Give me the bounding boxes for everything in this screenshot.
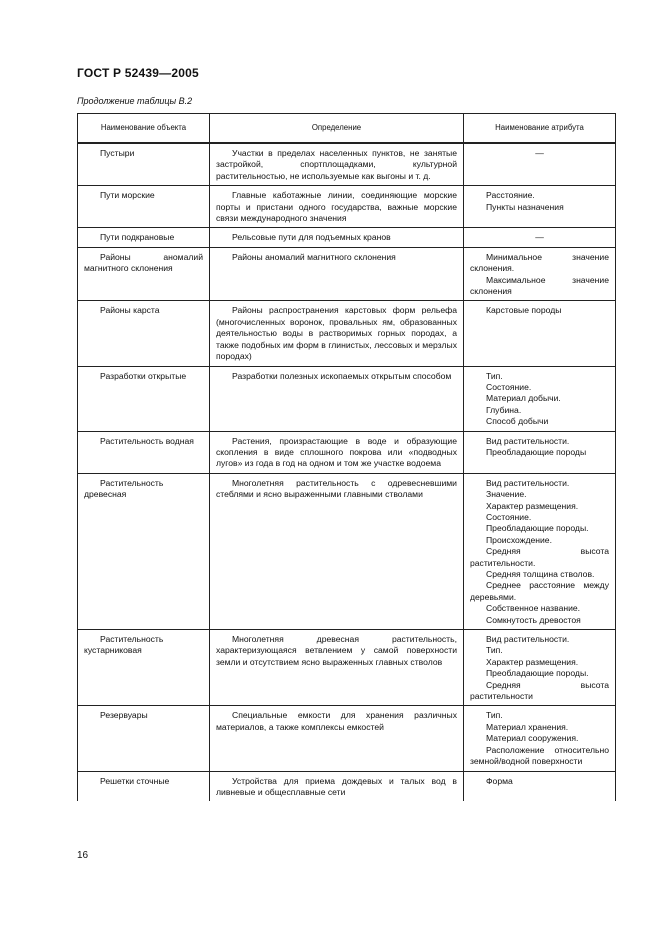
attribute-item: Значение.: [486, 489, 527, 500]
object-name-cell: [78, 143, 210, 186]
definition-text: Рельсовые пути для подъемных кранов: [232, 232, 391, 243]
object-name-cell: [78, 706, 210, 771]
attribute-item: Состояние.: [486, 511, 532, 522]
object-name-cell: [78, 228, 210, 247]
attribute-item: Средняя толщина стволов.: [486, 569, 595, 579]
object-name-cell: [78, 247, 210, 301]
attribute-item: —: [535, 232, 544, 243]
object-name-cell: [78, 771, 210, 801]
definition-cell: [210, 431, 464, 473]
attribute-item: Средняя высота растительности: [470, 679, 609, 702]
table-header-row: [78, 114, 616, 144]
attribute-item: Собственное название.: [486, 603, 581, 614]
table-body: [78, 143, 616, 801]
attribute-cell: [464, 301, 616, 366]
definition-cell: [210, 143, 464, 186]
definition-text: Районы распространения карстовых форм рельефа (многочисленных воронок, провальных ям, образованных деятельностью воды в растворимых горных породах, а также подобных им форм в глинистых, лессовых и мерзлых породах): [216, 305, 457, 362]
attribute-item: Тип.: [486, 710, 503, 721]
object-name: Пути подкрановые: [100, 232, 175, 243]
attribute-item: Вид растительности.: [486, 634, 570, 645]
table-row: [78, 228, 616, 247]
attribute-item: Тип.: [486, 370, 503, 381]
object-name: Растительность водная: [100, 435, 194, 446]
object-name-cell: [78, 366, 210, 431]
object-name-cell: [78, 301, 210, 366]
attribute-item: Материал добычи.: [486, 393, 561, 404]
table-row: [78, 143, 616, 186]
attribute-item: Среднее расстояние между деревьями.: [470, 580, 609, 602]
attribute-item: Глубина.: [486, 404, 522, 415]
definition-text: Разработки полезных ископаемых открытым способом: [232, 370, 452, 381]
attribute-cell: [464, 630, 616, 706]
table-row: [78, 366, 616, 431]
attribute-item: Тип.: [486, 645, 503, 656]
definition-text: Устройства для приема дождевых и талых вод в ливневые и общесплавные сети: [216, 775, 457, 797]
object-name: Районы аномалий магнитного склонения: [84, 251, 203, 274]
attribute-cell: [464, 143, 616, 186]
header-definition: Определение: [210, 114, 464, 144]
table-row: [78, 706, 616, 771]
table-row: [78, 630, 616, 706]
object-name: Пустыри: [100, 148, 135, 158]
attribute-item: Минимальное значение склонения.: [470, 251, 609, 274]
object-name-cell: [78, 473, 210, 629]
object-name-cell: [78, 186, 210, 228]
attribute-cell: [464, 366, 616, 431]
attribute-cell: [464, 247, 616, 301]
attribute-item: Преобладающие породы: [486, 446, 587, 457]
page-number: 16: [77, 850, 89, 861]
object-name: Решетки сточные: [100, 775, 170, 786]
attribute-item: Карстовые породы: [486, 305, 562, 316]
header-attribute-name: Наименование атрибута: [464, 114, 616, 144]
object-name: Резервуары: [100, 710, 148, 721]
attribute-item: Вид растительности.: [486, 435, 570, 446]
attribute-item: Материал хранения.: [486, 721, 569, 732]
table-row: [78, 473, 616, 629]
definition-text: Многолетняя растительность с одревесневшими стеблями и ясно выраженными главными стволами: [216, 477, 457, 500]
object-name: Разработки открытые: [100, 370, 187, 381]
attribute-item: Состояние.: [486, 381, 532, 392]
definition-cell: [210, 301, 464, 366]
definition-cell: [210, 186, 464, 228]
attribute-cell: [464, 228, 616, 247]
definition-text: Районы аномалий магнитного склонения: [232, 251, 396, 262]
attribute-item: Сомкнутость древостоя: [486, 614, 581, 625]
definition-cell: [210, 706, 464, 771]
table-row: [78, 301, 616, 366]
attribute-item: Характер размещения.: [486, 500, 579, 511]
attribute-item: Форма: [486, 775, 513, 786]
definition-cell: [210, 228, 464, 247]
attribute-item: Способ добычи: [486, 416, 549, 427]
table-row: [78, 186, 616, 228]
attribute-item: Происхождение.: [486, 534, 552, 545]
object-name: Растительность древесная: [84, 477, 164, 500]
object-name: Пути морские: [100, 190, 155, 201]
attribute-cell: [464, 706, 616, 771]
definition-text: Специальные емкости для хранения различных материалов, а также комплексы емкостей: [216, 710, 457, 732]
attribute-cell: [464, 771, 616, 801]
attribute-item: Пункты назначения: [486, 201, 564, 212]
table-row: [78, 247, 616, 301]
definition-cell: [210, 366, 464, 431]
definition-text: Растения, произрастающие в воде и образующие скопления в виде сплошного покрова или «подводных лугов» из года в год на одном и том же участке водоема: [216, 435, 457, 469]
attribute-item: Вид растительности.: [486, 477, 570, 488]
object-name-cell: [78, 630, 210, 706]
attribute-cell: [464, 431, 616, 473]
attribute-cell: [464, 186, 616, 228]
definition-cell: [210, 771, 464, 801]
definition-cell: [210, 247, 464, 301]
attribute-item: Преобладающие породы.: [486, 523, 589, 534]
attribute-item: Расстояние.: [486, 190, 535, 201]
object-name-cell: [78, 431, 210, 473]
attribute-item: Материал сооружения.: [486, 733, 579, 744]
definition-cell: [210, 630, 464, 706]
table-row: [78, 771, 616, 801]
definition-text: Главные каботажные линии, соединяющие морские порты и пристани одного государства, важные морские связи международного значения: [216, 190, 457, 224]
table-row: [78, 431, 616, 473]
attribute-cell: [464, 473, 616, 629]
definition-text: Многолетняя древесная растительность, характеризующаяся ветвлением у самой поверхности земли и отсутствием ясно выраженных главных стволов: [216, 634, 457, 667]
header-object-name: Наименование объекта: [78, 114, 210, 144]
definition-cell: [210, 473, 464, 629]
attribute-item: Расположение относительно земной/водной поверхности: [470, 744, 609, 767]
definitions-table: [77, 113, 616, 801]
attribute-item: Преобладающие породы.: [486, 668, 589, 679]
object-name: Растительность кустарниковая: [84, 634, 164, 656]
document-title: ГОСТ Р 52439—2005: [77, 66, 199, 80]
attribute-item: Средняя высота растительности.: [470, 546, 609, 568]
attribute-item: —: [535, 148, 544, 158]
attribute-item: Характер размещения.: [486, 656, 579, 667]
attribute-item: Максимальное значение склонения: [470, 274, 609, 297]
table-caption: Продолжение таблицы В.2: [77, 96, 193, 106]
object-name: Районы карста: [100, 305, 160, 316]
definition-text: Участки в пределах населенных пунктов, не занятые застройкой, спортплощадками, культурной растительностью, не используемые как выгоны и т. д.: [216, 148, 457, 181]
